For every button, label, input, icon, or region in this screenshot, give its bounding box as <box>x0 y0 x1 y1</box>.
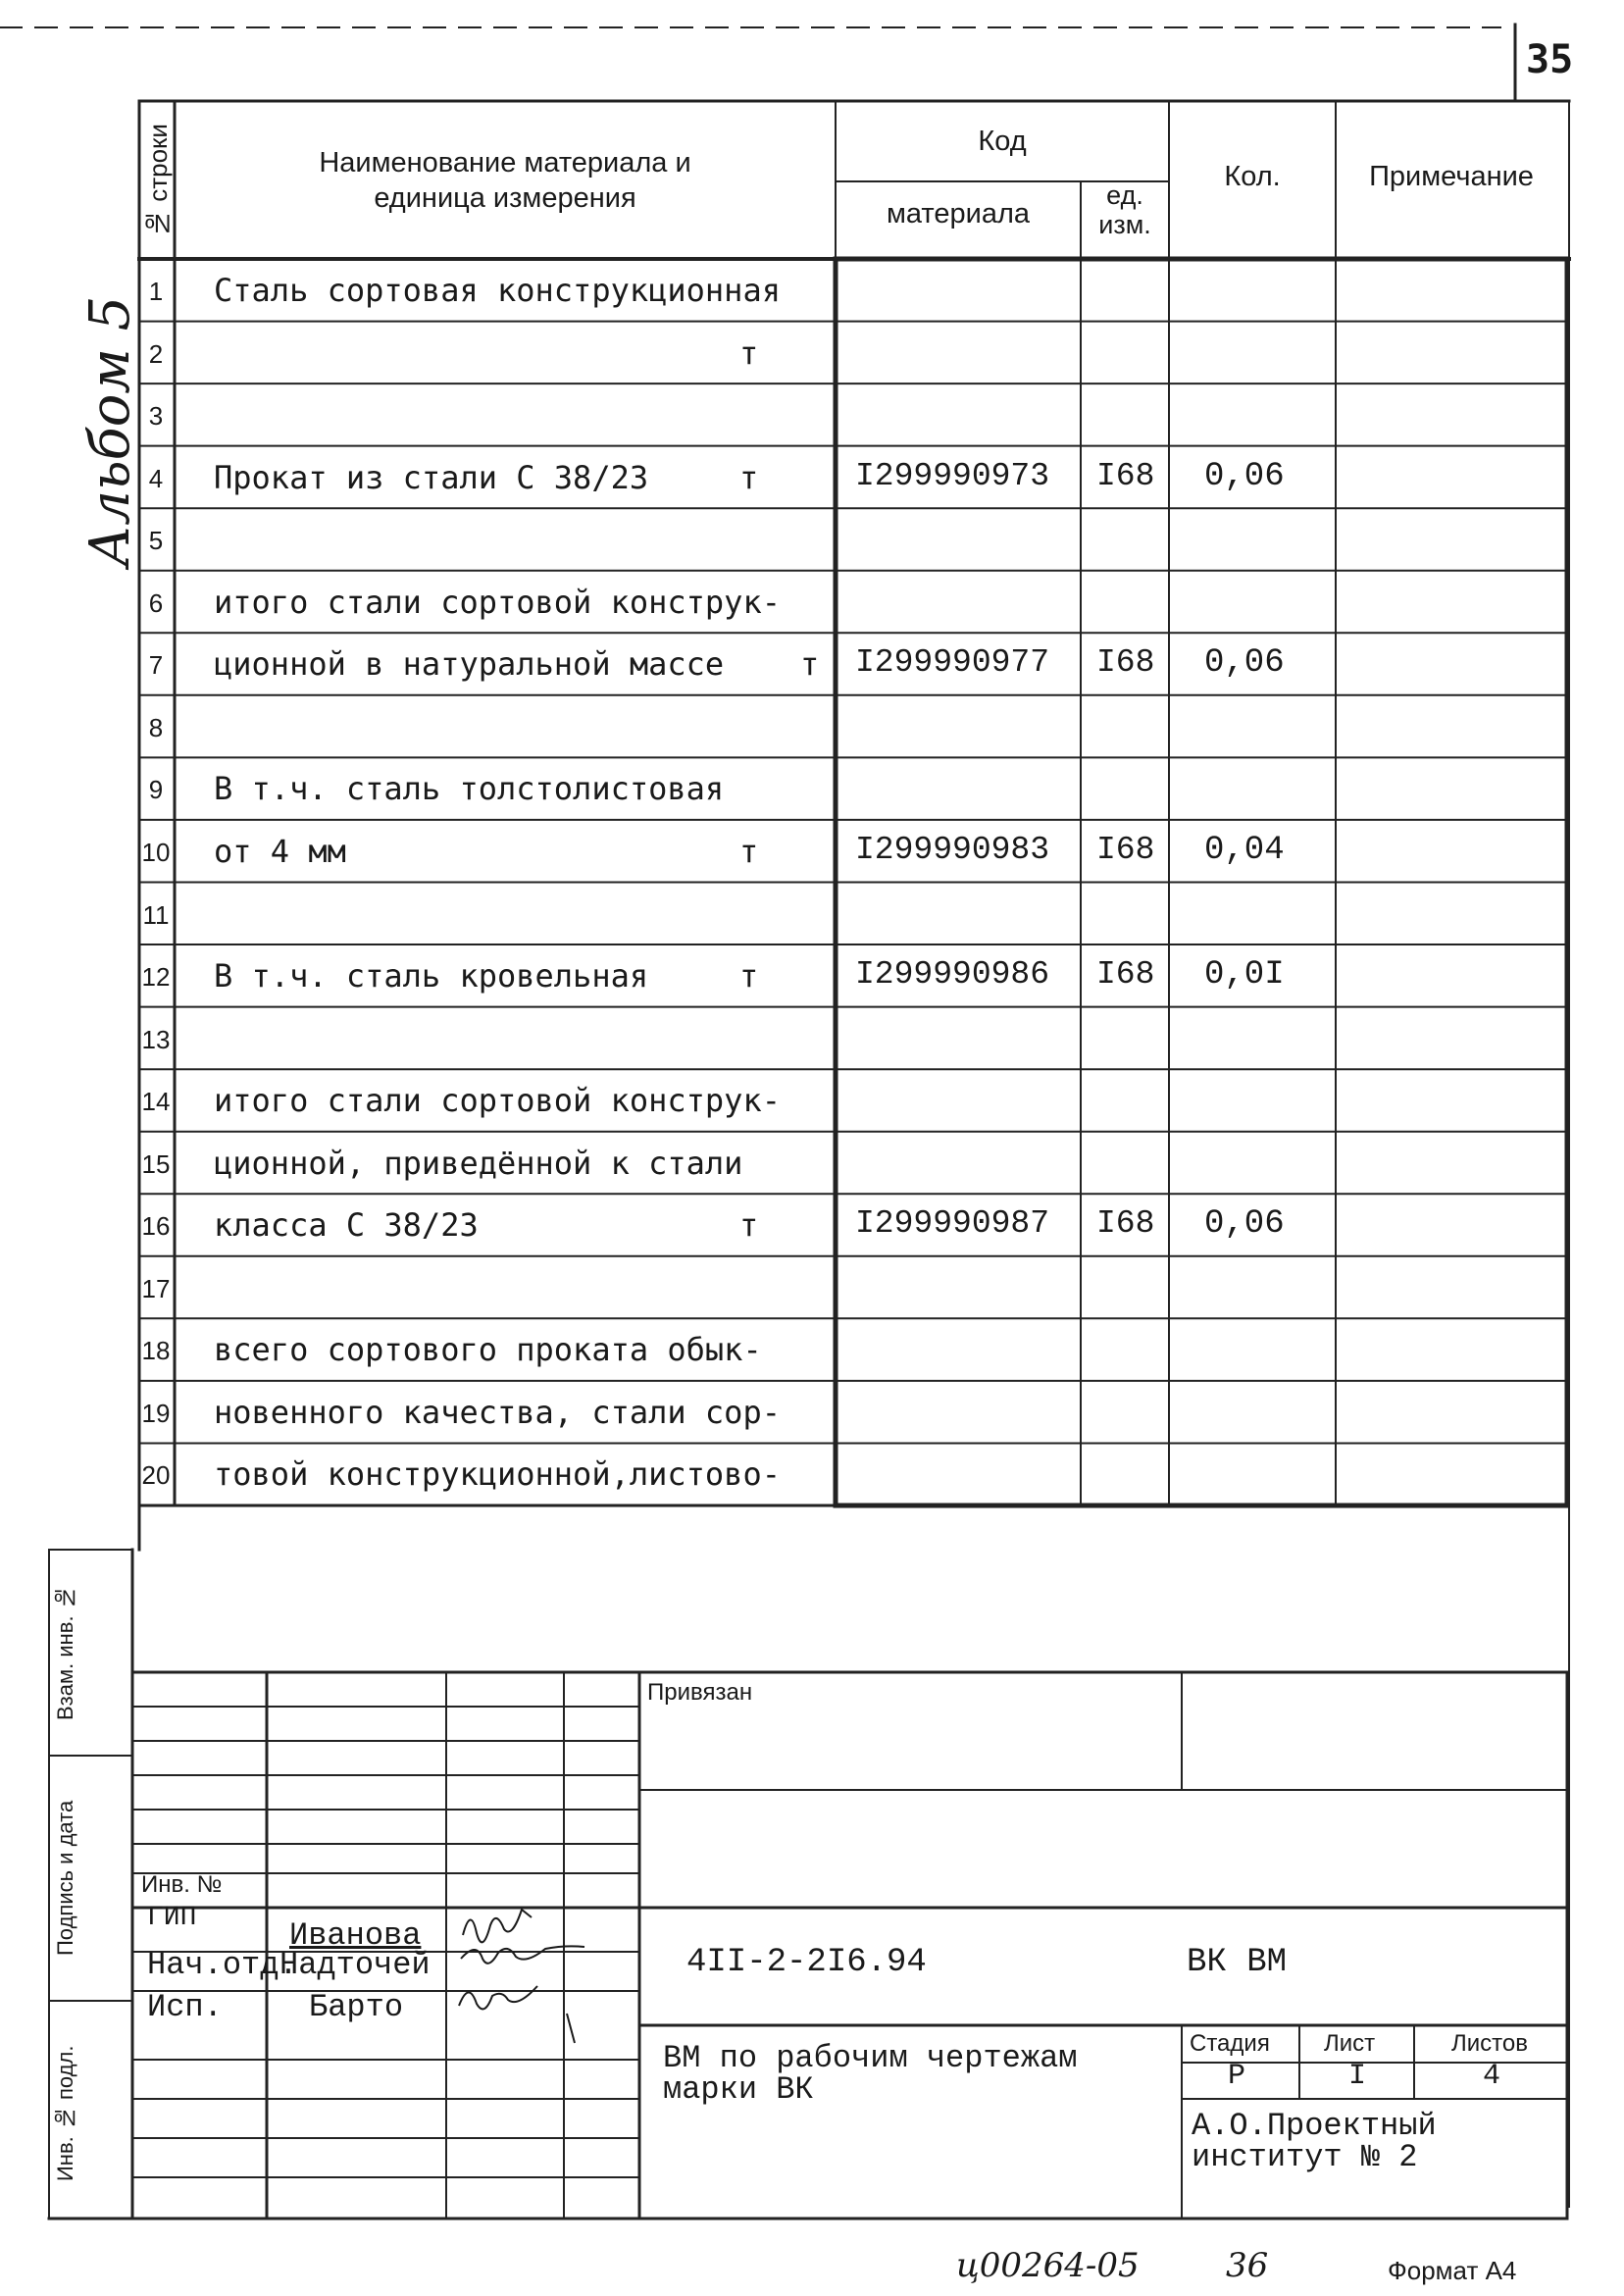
row-number: 6 <box>148 587 164 618</box>
document-title <box>663 2040 1078 2108</box>
material-code: I299990986 <box>855 956 1050 994</box>
quantity: 0,04 <box>1204 831 1285 869</box>
header-code-material: материала <box>886 198 1031 230</box>
header-code-unit-line1: ед. <box>1106 180 1143 210</box>
row-number: 4 <box>148 463 164 493</box>
material-code: I299990983 <box>855 831 1050 868</box>
material-name: итого стали сортовой конструк- <box>214 1082 781 1120</box>
row-number: 16 <box>141 1211 171 1242</box>
row-number: 5 <box>148 526 164 556</box>
material-name: В т.ч. сталь кровельная <box>214 957 649 995</box>
header-name-line2: единица измерения <box>374 182 636 214</box>
row-number: 20 <box>141 1460 171 1491</box>
material-name: В т.ч. сталь толстолистовая <box>214 770 725 808</box>
material-name: ционной в натуральной массе <box>214 645 725 684</box>
sheets-label: Листов <box>1451 2030 1528 2057</box>
unit-of-measure: т <box>739 832 759 870</box>
row-number: 3 <box>148 401 164 432</box>
unit-code: I68 <box>1096 457 1155 494</box>
organization-line2: институт № 2 <box>1192 2139 1418 2175</box>
row-number: 2 <box>148 338 164 369</box>
quantity: 0,0I <box>1204 956 1285 995</box>
material-name: товой конструкционной,листово- <box>214 1455 781 1494</box>
stamp-vzam-inv: Взам. инв. № <box>53 1585 77 1720</box>
unit-code: I68 <box>1096 956 1155 994</box>
unit-of-measure: т <box>739 1206 759 1245</box>
header-note: Примечание <box>1369 161 1534 192</box>
row-number: 14 <box>141 1087 171 1117</box>
material-name: итого стали сортовой конструк- <box>214 583 781 621</box>
material-name: ционной, приведённой к стали <box>214 1144 743 1182</box>
document-title-line1: ВМ по рабочим чертежам <box>663 2040 1078 2076</box>
material-name: класса С 38/23 <box>214 1206 479 1245</box>
row-number: 18 <box>141 1336 171 1366</box>
quantity: 0,06 <box>1204 1205 1285 1244</box>
header-qty: Кол. <box>1224 161 1281 192</box>
material-name: новенного качества, стали сор- <box>214 1393 781 1431</box>
organization <box>1192 2108 1437 2175</box>
sheet-label: Лист <box>1324 2030 1376 2057</box>
role-isp: Исп. <box>147 1989 223 2025</box>
row-number: 19 <box>141 1398 171 1428</box>
stage-label: Стадия <box>1190 2030 1270 2057</box>
material-code: I299990973 <box>855 457 1050 494</box>
unit-of-measure: т <box>739 333 759 372</box>
row-number: 13 <box>141 1024 171 1054</box>
album-label: Альбом 5 <box>78 295 142 567</box>
row-number: 10 <box>141 837 171 867</box>
header-name <box>175 145 836 216</box>
row-number: 15 <box>141 1148 171 1179</box>
material-name: Сталь сортовая конструкционная <box>214 272 781 309</box>
document-mark: ВК ВМ <box>1187 1944 1288 1981</box>
quantity: 0,06 <box>1204 457 1285 495</box>
organization-line1: А.О.Проектный <box>1192 2108 1437 2144</box>
name-gip: Иванова <box>289 1917 422 1954</box>
handwritten-archive-number: ц00264-05 <box>956 2246 1140 2285</box>
row-number: 17 <box>141 1273 171 1303</box>
document-code: 4II-2-2I6.94 <box>686 1944 927 1981</box>
header-code-group: Код <box>978 126 1027 157</box>
stamp-inv-podl: Инв. № подл. <box>53 2045 77 2182</box>
unit-of-measure: т <box>739 957 759 995</box>
material-code: I299990977 <box>855 644 1050 682</box>
row-number: 1 <box>148 277 164 306</box>
header-name-line1: Наименование материала и <box>319 147 691 179</box>
role-gip: ГИП <box>147 1903 197 1933</box>
header-row-number: № строки <box>143 124 173 239</box>
signatures <box>451 1898 647 2045</box>
handwritten-page-number: 36 <box>1226 2246 1269 2285</box>
unit-code: I68 <box>1096 831 1155 868</box>
sheet-value: I <box>1348 2060 1367 2093</box>
material-name: от 4 мм <box>214 832 346 870</box>
format-label: Формат А4 <box>1388 2256 1517 2285</box>
header-code-unit-line2: изм. <box>1098 210 1151 239</box>
row-number: 7 <box>148 650 164 681</box>
row-number: 11 <box>142 899 170 930</box>
sheets-value: 4 <box>1483 2060 1501 2093</box>
page-number: 35 <box>1526 37 1574 82</box>
stage-value: Р <box>1228 2060 1246 2093</box>
name-nach: Надточей <box>279 1947 431 1983</box>
header-code-unit <box>1081 180 1169 239</box>
unit-of-measure: т <box>739 458 759 496</box>
privyazan-label: Привязан <box>647 1679 753 1706</box>
row-number: 12 <box>141 962 171 993</box>
stamp-podpis-data: Подпись и дата <box>53 1800 77 1957</box>
unit-of-measure: т <box>800 645 820 684</box>
document-title-line2: марки ВК <box>663 2071 814 2108</box>
material-name: Прокат из стали С 38/23 <box>214 458 649 496</box>
material-code: I299990987 <box>855 1205 1050 1243</box>
name-isp: Барто <box>309 1989 404 2025</box>
row-number: 8 <box>148 712 164 742</box>
row-number: 9 <box>148 775 164 805</box>
inv-no-label: Инв. № <box>141 1871 223 1898</box>
role-nach-otd: Нач.отд. <box>147 1947 298 1983</box>
quantity: 0,06 <box>1204 644 1285 683</box>
unit-code: I68 <box>1096 1205 1155 1243</box>
material-name: всего сортового проката обык- <box>214 1331 762 1369</box>
unit-code: I68 <box>1096 644 1155 682</box>
